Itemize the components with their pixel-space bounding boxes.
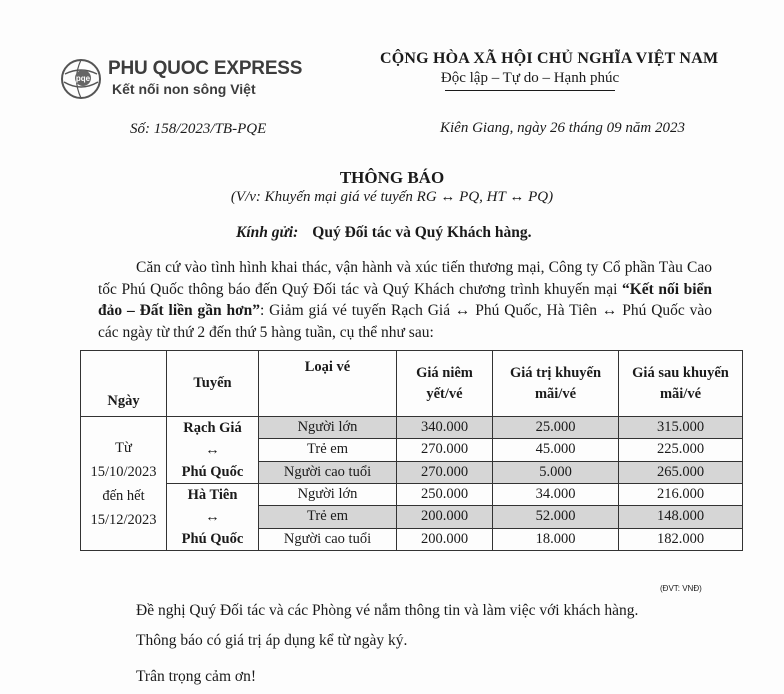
header-route: Tuyến xyxy=(167,351,259,417)
closing-request: Đề nghị Quý Đối tác và các Phòng vé nắm thông tin và làm việc với khách hàng. xyxy=(136,602,639,619)
place-and-date: Kiên Giang, ngày 26 tháng 09 năm 2023 xyxy=(440,120,685,136)
final-price-cell: 148.000 xyxy=(619,506,743,528)
body-text-end: : Giảm giá vé tuyến Rạch Giá ↔ Phú Quốc, Hà Tiên ↔ Phú Quốc vào các ngày từ thứ 2 đến thứ 5 hàng tuần, cụ thể như sau: xyxy=(98,302,713,341)
national-motto: Độc lập – Tự do – Hạnh phúc xyxy=(440,70,620,86)
recipient-line xyxy=(236,224,531,242)
list-price-cell: 270.000 xyxy=(397,439,493,461)
final-price-cell: 216.000 xyxy=(619,484,743,506)
logo-slogan: Kết nối non sông Việt xyxy=(112,81,256,97)
table-row xyxy=(81,484,743,506)
list-price-cell: 340.000 xyxy=(397,417,493,439)
promotion-table xyxy=(80,350,743,551)
globe-logo-icon xyxy=(60,58,102,100)
ticket-type-cell: Trẻ em xyxy=(259,506,397,528)
ticket-type-cell: Trẻ em xyxy=(259,439,397,461)
date-range-cell xyxy=(81,417,167,551)
route-to: Phú Quốc xyxy=(181,531,244,547)
route-from: Rạch Giá xyxy=(183,420,242,436)
route-cell xyxy=(167,417,259,484)
ticket-type-cell: Người lớn xyxy=(259,417,397,439)
discount-cell: 45.000 xyxy=(493,439,619,461)
table-row xyxy=(81,417,743,439)
national-header xyxy=(380,50,719,91)
document-subtitle: (V/v: Khuyến mại giá vé tuyến RG ↔ PQ, HT ↔ PQ) xyxy=(230,189,554,205)
date-line: 15/12/2023 xyxy=(90,511,157,528)
route-from: Hà Tiên xyxy=(187,487,238,503)
header-list-price: Giá niêm yết/vé xyxy=(397,351,493,417)
discount-cell: 52.000 xyxy=(493,506,619,528)
date-line: Từ xyxy=(115,439,132,456)
route-arrow: ↔ xyxy=(205,442,220,458)
route-arrow: ↔ xyxy=(205,509,220,525)
list-price-cell: 200.000 xyxy=(397,528,493,550)
recipient-label: Kính gửi: xyxy=(236,224,299,241)
logo-company-name: PHU QUOC EXPRESS xyxy=(108,58,303,79)
header-discount: Giá trị khuyến mãi/vé xyxy=(493,351,619,417)
date-line: đến hết xyxy=(102,487,145,504)
final-price-cell: 182.000 xyxy=(619,528,743,550)
body-paragraph xyxy=(98,257,712,343)
final-price-cell: 315.000 xyxy=(619,417,743,439)
motto-underline xyxy=(445,90,615,91)
header-final-price: Giá sau khuyến mãi/vé xyxy=(619,351,743,417)
document-title: THÔNG BÁO xyxy=(339,168,445,187)
logo-mark-text: pqe xyxy=(75,74,91,83)
recipient-value: Quý Đối tác và Quý Khách hàng. xyxy=(312,224,532,241)
document-number: Số: 158/2023/TB-PQE xyxy=(130,121,267,137)
route-cell xyxy=(167,484,259,551)
currency-note: (ĐVT: VNĐ) xyxy=(660,584,702,593)
discount-cell: 18.000 xyxy=(493,528,619,550)
header-ticket-type: Loại vé xyxy=(259,351,397,417)
list-price-cell: 250.000 xyxy=(397,484,493,506)
header-date: Ngày xyxy=(81,351,167,417)
country-name: CỘNG HÒA XÃ HỘI CHỦ NGHĨA VIỆT NAM xyxy=(380,50,719,67)
ticket-type-cell: Người lớn xyxy=(259,484,397,506)
date-line: 15/10/2023 xyxy=(90,463,157,480)
campaign-name: “Kết nối biển đảo – Đất liền gần hơn” xyxy=(98,280,712,319)
body-text-start: Căn cứ vào tình hình khai thác, vận hành và xúc tiến thương mại, Công ty Cổ phần Tàu Cao tốc Phú Quốc thông báo đến Quý Đối tác và Quý Khách chương trình khuyến mại xyxy=(98,259,712,298)
list-price-cell: 270.000 xyxy=(397,461,493,483)
discount-cell: 5.000 xyxy=(493,461,619,483)
discount-cell: 34.000 xyxy=(493,484,619,506)
ticket-type-cell: Người cao tuổi xyxy=(259,461,397,483)
list-price-cell: 200.000 xyxy=(397,506,493,528)
effective-note: Thông báo có giá trị áp dụng kể từ ngày ký. xyxy=(136,632,408,649)
final-price-cell: 225.000 xyxy=(619,439,743,461)
ticket-type-cell: Người cao tuổi xyxy=(259,528,397,550)
table-header-row xyxy=(81,351,743,417)
closing-thanks: Trân trọng cảm ơn! xyxy=(136,668,256,685)
discount-cell: 25.000 xyxy=(493,417,619,439)
final-price-cell: 265.000 xyxy=(619,461,743,483)
route-to: Phú Quốc xyxy=(181,464,244,480)
